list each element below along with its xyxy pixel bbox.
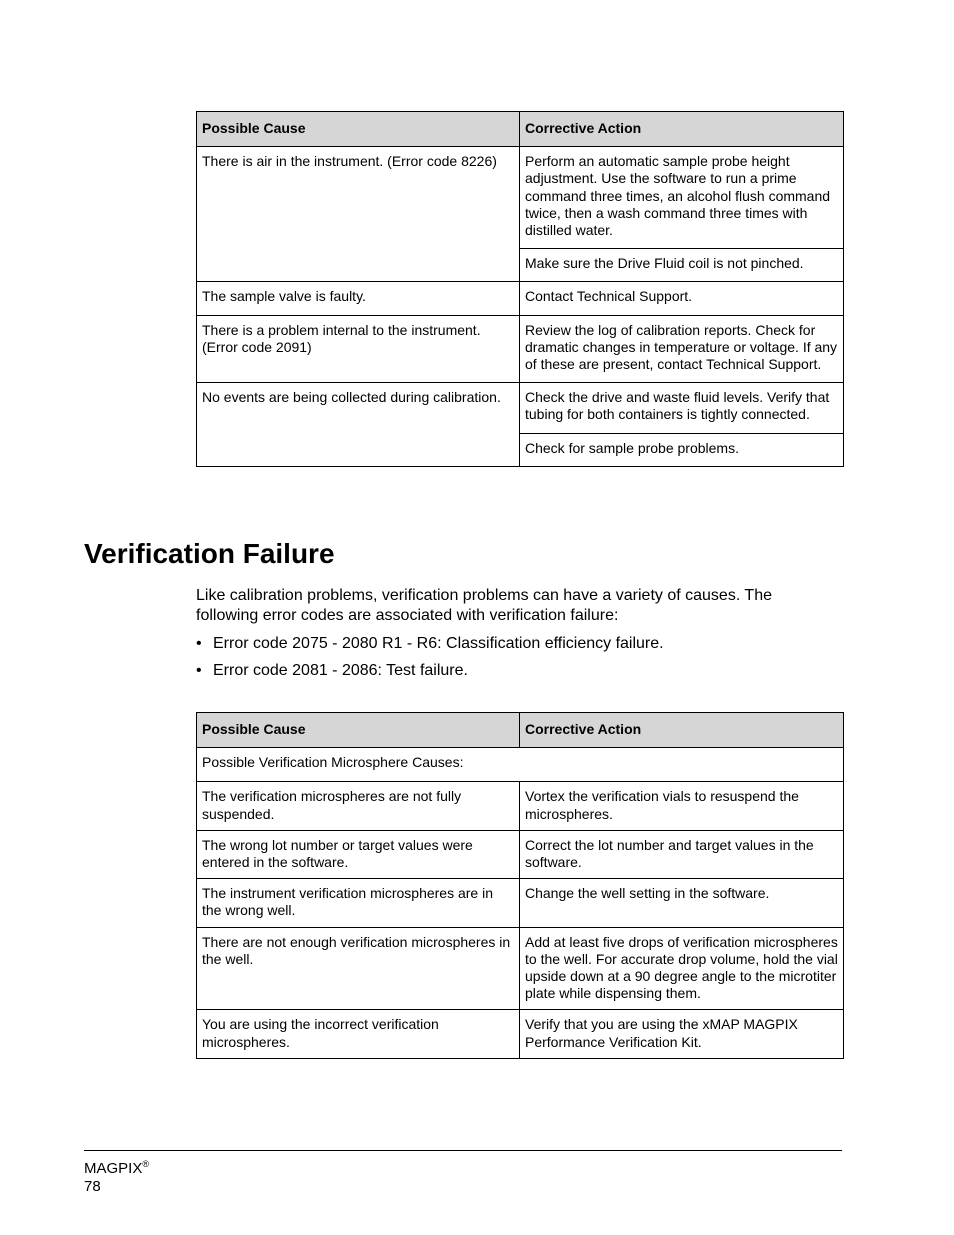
action-cell: Review the log of calibration reports. Check for dramatic changes in temperature or voltage. If any of these are present, contact Technical Support. [520,315,844,383]
action-cell: Add at least five drops of verification microspheres to the well. For accurate drop volume, hold the vial upside down at a 90 degree angle to the microtiter plate while dispensing them. [520,927,844,1010]
list-item-text: Error code 2075 - 2080 R1 - R6: Classification efficiency failure. [213,635,664,652]
cause-cell: There is a problem internal to the instrument. (Error code 2091) [197,315,520,383]
table-header-row [197,713,844,748]
table-row [197,927,844,1010]
cause-cell: The verification microspheres are not fully suspended. [197,782,520,830]
cause-cell: There are not enough verification microspheres in the well. [197,927,520,1010]
cause-cell: No events are being collected during calibration. [197,383,520,467]
header-corrective-action: Corrective Action [520,112,844,147]
product-name: MAGPIX [84,1160,143,1177]
action-cell: Verify that you are using the xMAP MAGPIX Performance Verification Kit. [520,1010,844,1058]
table-row [197,879,844,927]
cause-cell: The wrong lot number or target values were entered in the software. [197,830,520,878]
table-row [197,282,844,315]
header-corrective-action: Corrective Action [520,713,844,748]
action-cell: Vortex the verification vials to resuspend the microspheres. [520,782,844,830]
verification-troubleshooting-table [196,712,844,1059]
error-code-list [196,634,836,688]
footer-product [84,1160,149,1178]
table-row [197,147,844,249]
table-group-row [197,748,844,782]
header-possible-cause: Possible Cause [197,112,520,147]
page-footer [84,1160,149,1196]
table-header-row [197,112,844,147]
footer-divider [84,1150,842,1151]
intro-paragraph: Like calibration problems, verification problems can have a variety of causes. The following error codes are associated with verification failure: [196,587,772,624]
list-item-text: Error code 2081 - 2086: Test failure. [213,662,468,679]
cause-cell: You are using the incorrect verification microspheres. [197,1010,520,1058]
action-cell: Change the well setting in the software. [520,879,844,927]
bullet-icon: • [196,662,202,679]
calibration-troubleshooting-table [196,111,844,467]
cause-cell: The sample valve is faulty. [197,282,520,315]
page-number: 78 [84,1178,101,1195]
registered-trademark-mark: ® [142,1159,149,1169]
action-cell: Check the drive and waste fluid levels. Verify that tubing for both containers is tightly connected. [520,383,844,433]
header-possible-cause: Possible Cause [197,713,520,748]
section-heading: Verification Failure [84,538,335,569]
cause-cell: There is air in the instrument. (Error code 8226) [197,147,520,282]
table-row [197,315,844,383]
table-row [197,830,844,878]
bullet-icon: • [196,635,202,652]
action-cell: Perform an automatic sample probe height adjustment. Use the software to run a prime command three times, an alcohol flush command twice, then a wash command three times with distilled water. [520,147,844,249]
action-cell: Check for sample probe problems. [520,433,844,466]
action-cell: Contact Technical Support. [520,282,844,315]
action-cell: Make sure the Drive Fluid coil is not pinched. [520,249,844,282]
cause-cell: The instrument verification microspheres are in the wrong well. [197,879,520,927]
group-label-cell: Possible Verification Microsphere Causes: [197,748,844,782]
list-item [196,634,836,654]
list-item [196,661,836,681]
action-cell: Correct the lot number and target values in the software. [520,830,844,878]
table-row [197,383,844,433]
table-row [197,1010,844,1058]
table-row [197,782,844,830]
